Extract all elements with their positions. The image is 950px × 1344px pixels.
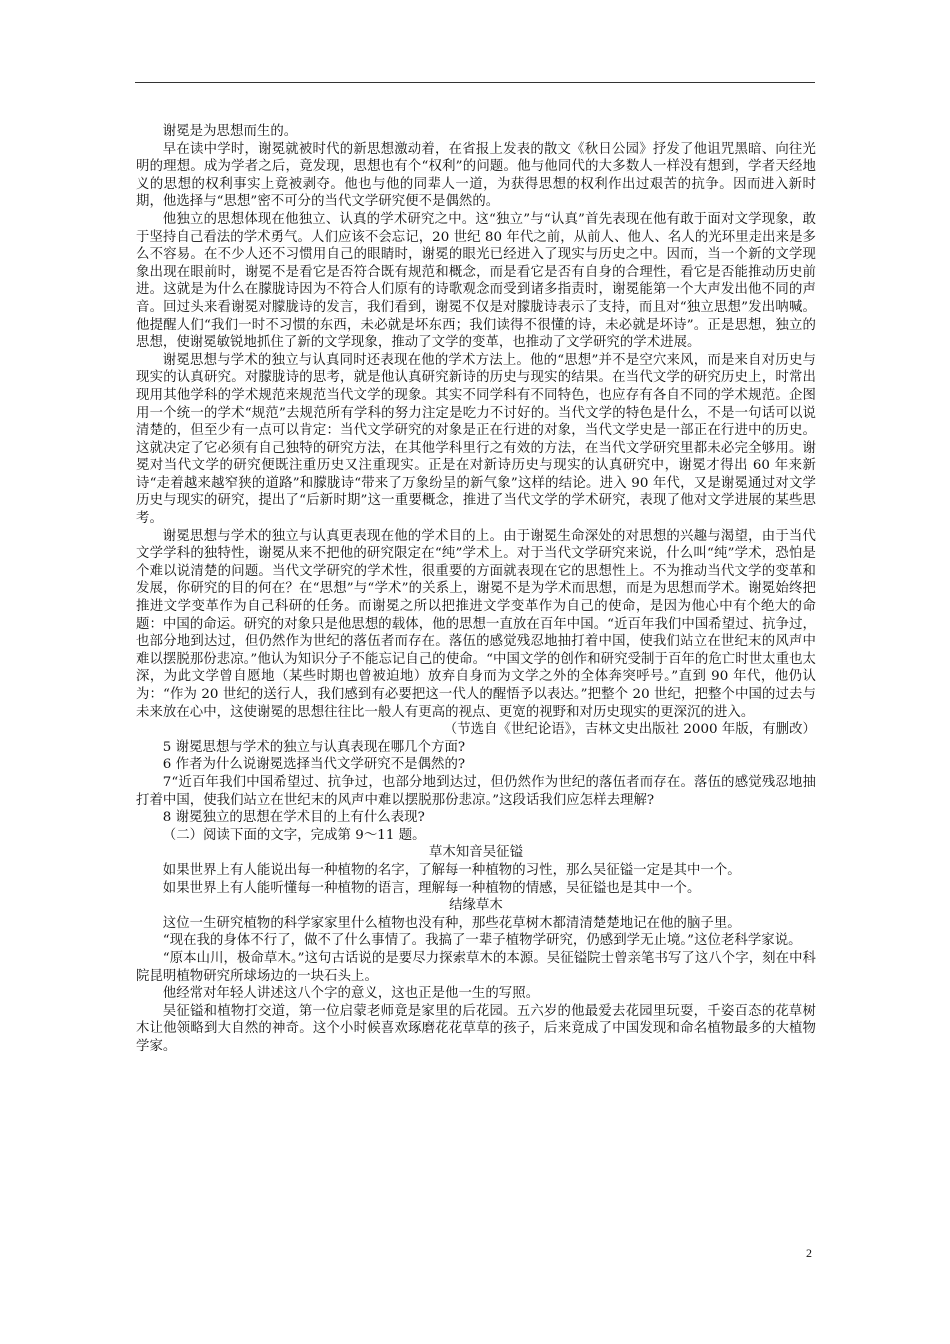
- paragraph: 谢冕是为思想而生的。: [162, 124, 298, 139]
- section-intro: （二）阅读下面的文字，完成第 9～11 题。: [162, 827, 426, 843]
- subheading: 结缘草木: [449, 898, 503, 914]
- source-note: （节选自《世纪论语》，吉林文史出版社 2000 年版，有删改）: [443, 722, 816, 738]
- question: 7“近百年我们中国希望过、抗争过，也部分地到达过，但仍然作为世纪的落伍者而存在。落伍的感觉残忍地抽打着中国，使我们站立在世纪末的风声中难以摆脱那份悲凉。”这段话我们应怎样去理解?: [136, 774, 816, 808]
- paragraph: 如果世界上有人能听懂每一种植物的语言，理解每一种植物的情感，吴征镒也是其中一个。: [162, 880, 701, 896]
- paragraph: 谢冕思想与学术的独立与认真更表现在他的学术目的上。由于谢冕生命深处的对思想的兴趣与渴望，由于当代文学学科的独特性，谢冕从来不把他的研究限定在“纯”学术上。对于当代文学研究来说，什么叫“纯”学术，恐怕是个难以说清楚的问题。当代文学研究的学术性，很重要的方面就表现在它的思想性上。不为推动当代文学的变革和发展，你研究的目的何在？在“思想”与“学术”的关系上，谢冕不是为学术而思想，而是为思想而学术。谢冕始终把推进文学变革作为自己科研的任务。而谢冕之所以把推进文学变革作为自己的使命，是因为他心中有个绝大的命题：中国的命运。研究的对象只是他思想的载体，他的思想一直放在百年中国。“近百年我们中国希望过、抗争过，也部分地到达过，但仍然作为世纪的落伍者而存在。落伍的感觉残忍地抽打着中国，使我们站立在世纪末的风声中难以摆脱那份悲凉。”他认为知识分子不能忘记自己的使命。“中国文学的创作和研究受制于百年的危亡时世太重也太深，为此文学曾自愿地（某些时期也曾被迫地）放弃自身而为文学之外的全体奔突呼号。”直到 90 年代，他仍认为：“作为 20 世纪的送行人，我们感到有必要把这一代人的醒悟予以表达。”把整个 20 世纪，把整个中国的过去与未来放在心中，这使谢冕的思想往往比一般人有更高的视点、更宽的视野和对历史现实的更深沉的进入。: [136, 528, 816, 720]
- paragraph: “原本山川，极命草木。”这句古话说的是要尽力探索草木的本源。吴征镒院士曾亲笔书写了这八个字，刻在中科院昆明植物研究所球场边的一块石头上。: [136, 950, 816, 984]
- question: 6 作者为什么说谢冕选择当代文学研究不是偶然的?: [162, 757, 466, 773]
- paragraph: “现在我的身体不行了，做不了什么事情了。我搞了一辈子植物学研究，仍感到学无止境。”这位老科学家说。: [162, 933, 802, 949]
- paragraph: 吴征镒和植物打交道，第一位启蒙老师竟是家里的后花园。五六岁的他最爱去花园里玩耍，千姿百态的花草树木让他领略到大自然的神奇。这个小时候喜欢琢磨花花草草的孩子，后来竟成了中国发现和命名植物最多的大植物学家。: [136, 1003, 816, 1054]
- paragraph: 这位一生研究植物的科学家家里什么植物也没有种，那些花草树木都清清楚楚地记在他的脑子里。: [162, 915, 741, 931]
- page-number: 2: [806, 1246, 812, 1260]
- paragraph: 他经常对年轻人讲述这八个字的意义，这也正是他一生的写照。: [162, 986, 540, 1002]
- question: 8 谢冕独立的思想在学术目的上有什么表现?: [162, 810, 425, 826]
- question: 5 谢冕思想与学术的独立与认真表现在哪几个方面?: [162, 739, 466, 755]
- article-title: 草木知音吴征镒: [428, 845, 524, 861]
- header-rule: [135, 82, 815, 83]
- paragraph: 他独立的思想体现在他独立、认真的学术研究之中。这“独立”与“认真”首先表现在他有敢于面对文学现象，敢于坚持自己看法的学术勇气。人们应该不会忘记，20 世纪 80 年代之前，从前人、他人、名人的光环里走出来是多么不容易。在不少人还不习惯用自己的眼睛时，谢冕的眼光已经进入了现实与历史之中。因而，当一个新的文学现象出现在眼前时，谢冕不是看它是否符合既有规范和概念，而是看它是否有自身的合理性，看它是否能推动历史前进。这就是为什么在朦胧诗因为不符合人们原有的诗歌观念而受到诸多指责时，谢冕能第一个大声发出他不同的声音。回过头来看谢冕对朦胧诗的发言，我们看到，谢冕不仅是对朦胧诗表示了支持，而且对“独立思想”发出呐喊。他提醒人们“我们一时不习惯的东西，未必就是坏东西；我们读得不很懂的诗，未必就是坏诗”。正是思想，独立的思想，使谢冕敏锐地抓住了新的文学现象，推动了文学的变革，也推动了文学研究的学术进展。: [136, 211, 816, 351]
- paragraph: 早在读中学时，谢冕就被时代的新思想激动着，在省报上发表的散文《秋日公园》抒发了他诅咒黑暗、向往光明的理想。成为学者之后，竟发现，思想也有个“权利”的问题。他与他同代的大多数人一样没有想到，学者天经地义的思想的权利事实上竟被剥夺。他也与他的同辈人一道，为获得思想的权利作出过艰苦的抗争。因而进入新时期，他选择与“思想”密不可分的当代文学研究便不是偶然的。: [136, 141, 816, 210]
- page-body: [136, 123, 816, 1055]
- paragraph: 如果世界上有人能说出每一种植物的名字，了解每一种植物的习性，那么吴征镒一定是其中一个。: [162, 862, 741, 878]
- paragraph: 谢冕思想与学术的独立与认真同时还表现在他的学术方法上。他的“思想”并不是空穴来风，而是来自对历史与现实的认真研究。对朦胧诗的思考，就是他认真研究新诗的历史与现实的结果。在当代文学的研究历史上，时常出现用其他学科的学术规范来规范当代文学的现象。其实不同学科有不同特色，也应存有各自不同的学术规范。企图用一个统一的学术“规范”去规范所有学科的努力注定是吃力不讨好的。当代文学的特色是什么，不是一句话可以说清楚的，但至少有一点可以肯定：当代文学研究的对象是正在行进的对象，当代文学史是一部正在行进中的历史。这就决定了它必须有自己独特的研究方法，在其他学科里行之有效的方法，在当代文学研究里都未必完全够用。谢冕对当代文学的研究便既注重历史又注重现实。正是在对新诗历史与现实的认真研究中，谢冕才得出 60 年来新诗“走着越来越窄狭的道路”和朦胧诗“带来了万象纷呈的新气象”这样的结论。进入 90 年代，又是谢冕通过对文学历史与现实的研究，提出了“后新时期”这一重要概念，推进了当代文学的学术研究，表现了他对文学进展的某些思考。: [136, 352, 816, 527]
